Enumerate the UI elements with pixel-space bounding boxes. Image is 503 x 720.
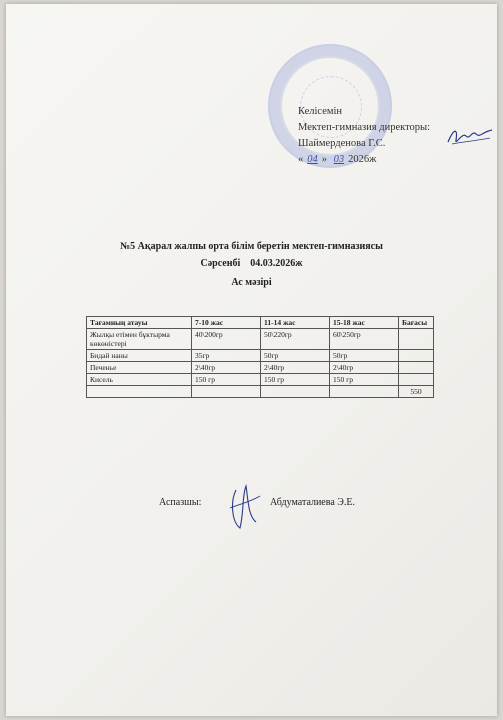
table-cell xyxy=(330,386,399,398)
director-signature-icon xyxy=(446,124,494,150)
document-sheet xyxy=(6,4,497,716)
table-cell: Жылқы етімен бұктырма көкөністері xyxy=(87,329,192,350)
table-cell xyxy=(399,374,434,386)
table-row xyxy=(87,362,434,374)
approval-position: Мектеп-гимназия директоры: xyxy=(298,122,431,133)
table-cell xyxy=(399,350,434,362)
header-dish: Тағамның атауы xyxy=(87,317,192,329)
table-cell: 50\220гр xyxy=(261,329,330,350)
table-row xyxy=(87,374,434,386)
table-cell: 35гр xyxy=(192,350,261,362)
table-cell xyxy=(399,329,434,350)
table-cell: 150 гр xyxy=(192,374,261,386)
table-cell: 60\250гр xyxy=(330,329,399,350)
table-cell: Кисель xyxy=(87,374,192,386)
header-age-11-14: 11-14 жас xyxy=(261,317,330,329)
table-cell xyxy=(87,386,192,398)
table-cell: Печенье xyxy=(87,362,192,374)
table-header-row xyxy=(87,317,434,329)
date-quote-close: » xyxy=(321,154,327,165)
table-cell xyxy=(261,386,330,398)
table-cell: 150 гр xyxy=(330,374,399,386)
date-month: 03 xyxy=(333,154,345,165)
header-age-15-18: 15-18 жас xyxy=(330,317,399,329)
cook-signature-icon xyxy=(226,482,262,530)
day-date: Сәрсенбі 04.03.2026ж xyxy=(200,258,303,269)
table-cell: 50гр xyxy=(261,350,330,362)
menu-table xyxy=(86,316,434,398)
table-cell: 50гр xyxy=(330,350,399,362)
date-quote-open: « xyxy=(298,154,304,165)
approval-director: Шаймерденова Г.С. xyxy=(298,138,386,149)
table-row xyxy=(87,329,434,350)
total-price: 550 xyxy=(399,386,434,398)
table-cell: 2\40гр xyxy=(261,362,330,374)
table-cell: Бидай наны xyxy=(87,350,192,362)
table-row xyxy=(87,350,434,362)
table-cell xyxy=(399,362,434,374)
approval-heading: Келісемін xyxy=(298,106,343,117)
table-cell: 40\200гр xyxy=(192,329,261,350)
table-cell: 2\40гр xyxy=(330,362,399,374)
header-age-7-10: 7-10 жас xyxy=(192,317,261,329)
school-title: №5 Ақарал жалпы орта білім беретін мектеп-гимназиясы xyxy=(120,241,383,252)
menu-title: Ас мәзірі xyxy=(231,277,272,288)
table-cell: 2\40гр xyxy=(192,362,261,374)
table-cell: 150 гр xyxy=(261,374,330,386)
approval-date xyxy=(298,152,430,168)
date-day: 04 xyxy=(307,154,318,165)
cook-label: Аспазшы: xyxy=(159,497,202,508)
table-cell xyxy=(192,386,261,398)
cook-name: Абдуматалиева Э.Е. xyxy=(270,497,355,508)
approval-block xyxy=(298,104,430,168)
header-price: Бағасы xyxy=(399,317,434,329)
table-total-row xyxy=(87,386,434,398)
date-year: 2026ж xyxy=(348,154,377,165)
